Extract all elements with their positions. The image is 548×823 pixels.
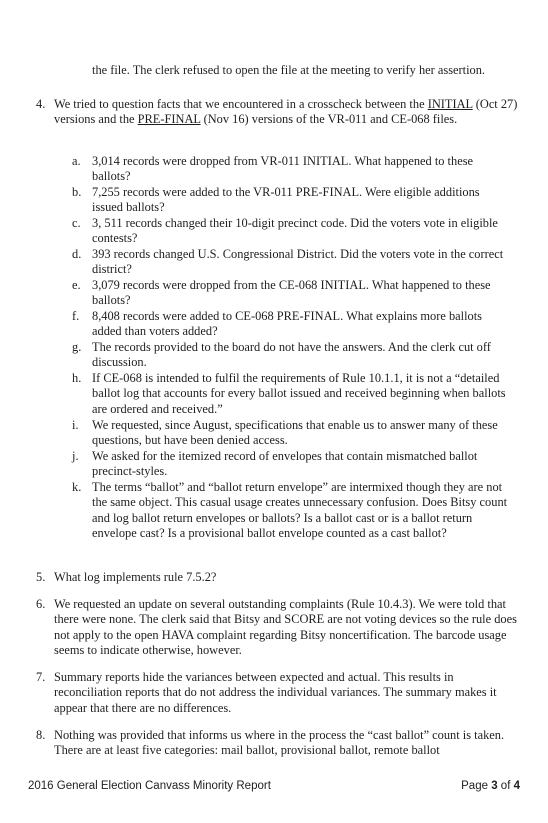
prefinal-underlined: PRE-FINAL [137, 112, 201, 127]
current-page: 3 [491, 780, 498, 792]
footer-title: 2016 General Election Canvass Minority Report [28, 780, 271, 792]
sub-item-letter: i. [72, 418, 79, 432]
sub-item-text: The records provided to the board do not have the answers. And the clerk cut off discussion. [92, 340, 491, 370]
initial-underlined: INITIAL [427, 97, 473, 111]
total-pages: 4 [513, 780, 520, 792]
sub-item-text: 3, 511 records changed their 10-digit precinct code. Did the voters vote in eligible contests? [92, 216, 498, 246]
item-text: What log implements rule 7.5.2? [54, 570, 217, 584]
item4-text-2: (Oct 27) versions and the [54, 97, 518, 127]
sub-item-letter: f. [72, 309, 80, 323]
page-number [461, 779, 520, 794]
item-text [54, 97, 518, 128]
sub-item-text: If CE-068 is intended to fulfil the requirements of Rule 10.1.1, it is not a “detailed ballot log that accounts for every ballot issued and received beginning when ballots are ordered and received.” [92, 371, 506, 416]
item-number: 7. [36, 670, 46, 684]
sub-item-letter: e. [72, 278, 81, 292]
sub-item-letter: d. [72, 247, 82, 261]
sub-item-text: We requested, since August, specifications that enable us to answer many of these questions, but have been denied access. [92, 418, 498, 448]
sub-item-letter: a. [72, 154, 81, 168]
item-text: We requested an update on several outstanding complaints (Rule 10.4.3). We were told that there were none. The clerk said that Bitsy and SCORE are not voting devices so the rule does not apply to the open HAVA complaint regarding Bitsy noncertification. The barcode usage seems to indicate otherwise, however. [54, 597, 517, 658]
item4-text-1: We tried to question facts that we encountered in a crosscheck between the [54, 97, 428, 111]
item-text: Summary reports hide the variances between expected and actual. This results in reconciliation reports that do not address the individual variances. The summary makes it appear that there are no differences. [54, 670, 497, 715]
sub-item-letter: g. [72, 340, 82, 354]
sub-item-letter: b. [72, 185, 82, 199]
sub-item-text: The terms “ballot” and “ballot return envelope” are intermixed though they are not the same object. This casual usage creates unnecessary confusion. Does Bitsy count and log ballot return envelopes or ballots? Is a ballot cast or is a ballot return envelope cast? Is a provisional ballot envelope counted as a cast ballot? [92, 480, 508, 541]
sub-item-letter: k. [72, 480, 82, 494]
sub-item-letter: h. [72, 371, 82, 385]
sub-item-text: 3,014 records were dropped from VR-011 INITIAL. What happened to these ballots? [92, 154, 474, 184]
sub-item-text: 3,079 records were dropped from the CE-068 INITIAL. What happened to these ballots? [92, 278, 491, 308]
sub-item-letter: c. [72, 216, 81, 230]
page-of: of [497, 780, 514, 792]
sub-item-text: 8,408 records were added to CE-068 PRE-FINAL. What explains more ballots added than voters added? [92, 309, 482, 339]
sub-item-letter: j. [72, 449, 79, 463]
item-number: 4. [36, 97, 46, 111]
sub-item-text: We asked for the itemized record of envelopes that contain mismatched ballot precinct-styles. [92, 449, 478, 479]
item-number: 8. [36, 728, 46, 742]
item4-text-3: (Nov 16) versions of the VR-011 and CE-068 files. [200, 112, 458, 127]
item-number: 5. [36, 570, 46, 584]
sub-item-text: 7,255 records were added to the VR-011 PRE-FINAL. Were eligible additions issued ballots? [92, 185, 480, 215]
page-prefix: Page [461, 780, 492, 792]
sub-item-text: 393 records changed U.S. Congressional District. Did the voters vote in the correct district? [92, 247, 504, 277]
item-number: 6. [36, 597, 46, 611]
item-text: Nothing was provided that informs us where in the process the “cast ballot” count is taken. There are at least five categories: mail ballot, provisional ballot, remote ballot [54, 728, 505, 758]
continuation-paragraph: the file. The clerk refused to open the file at the meeting to verify her assertion. [92, 63, 486, 77]
